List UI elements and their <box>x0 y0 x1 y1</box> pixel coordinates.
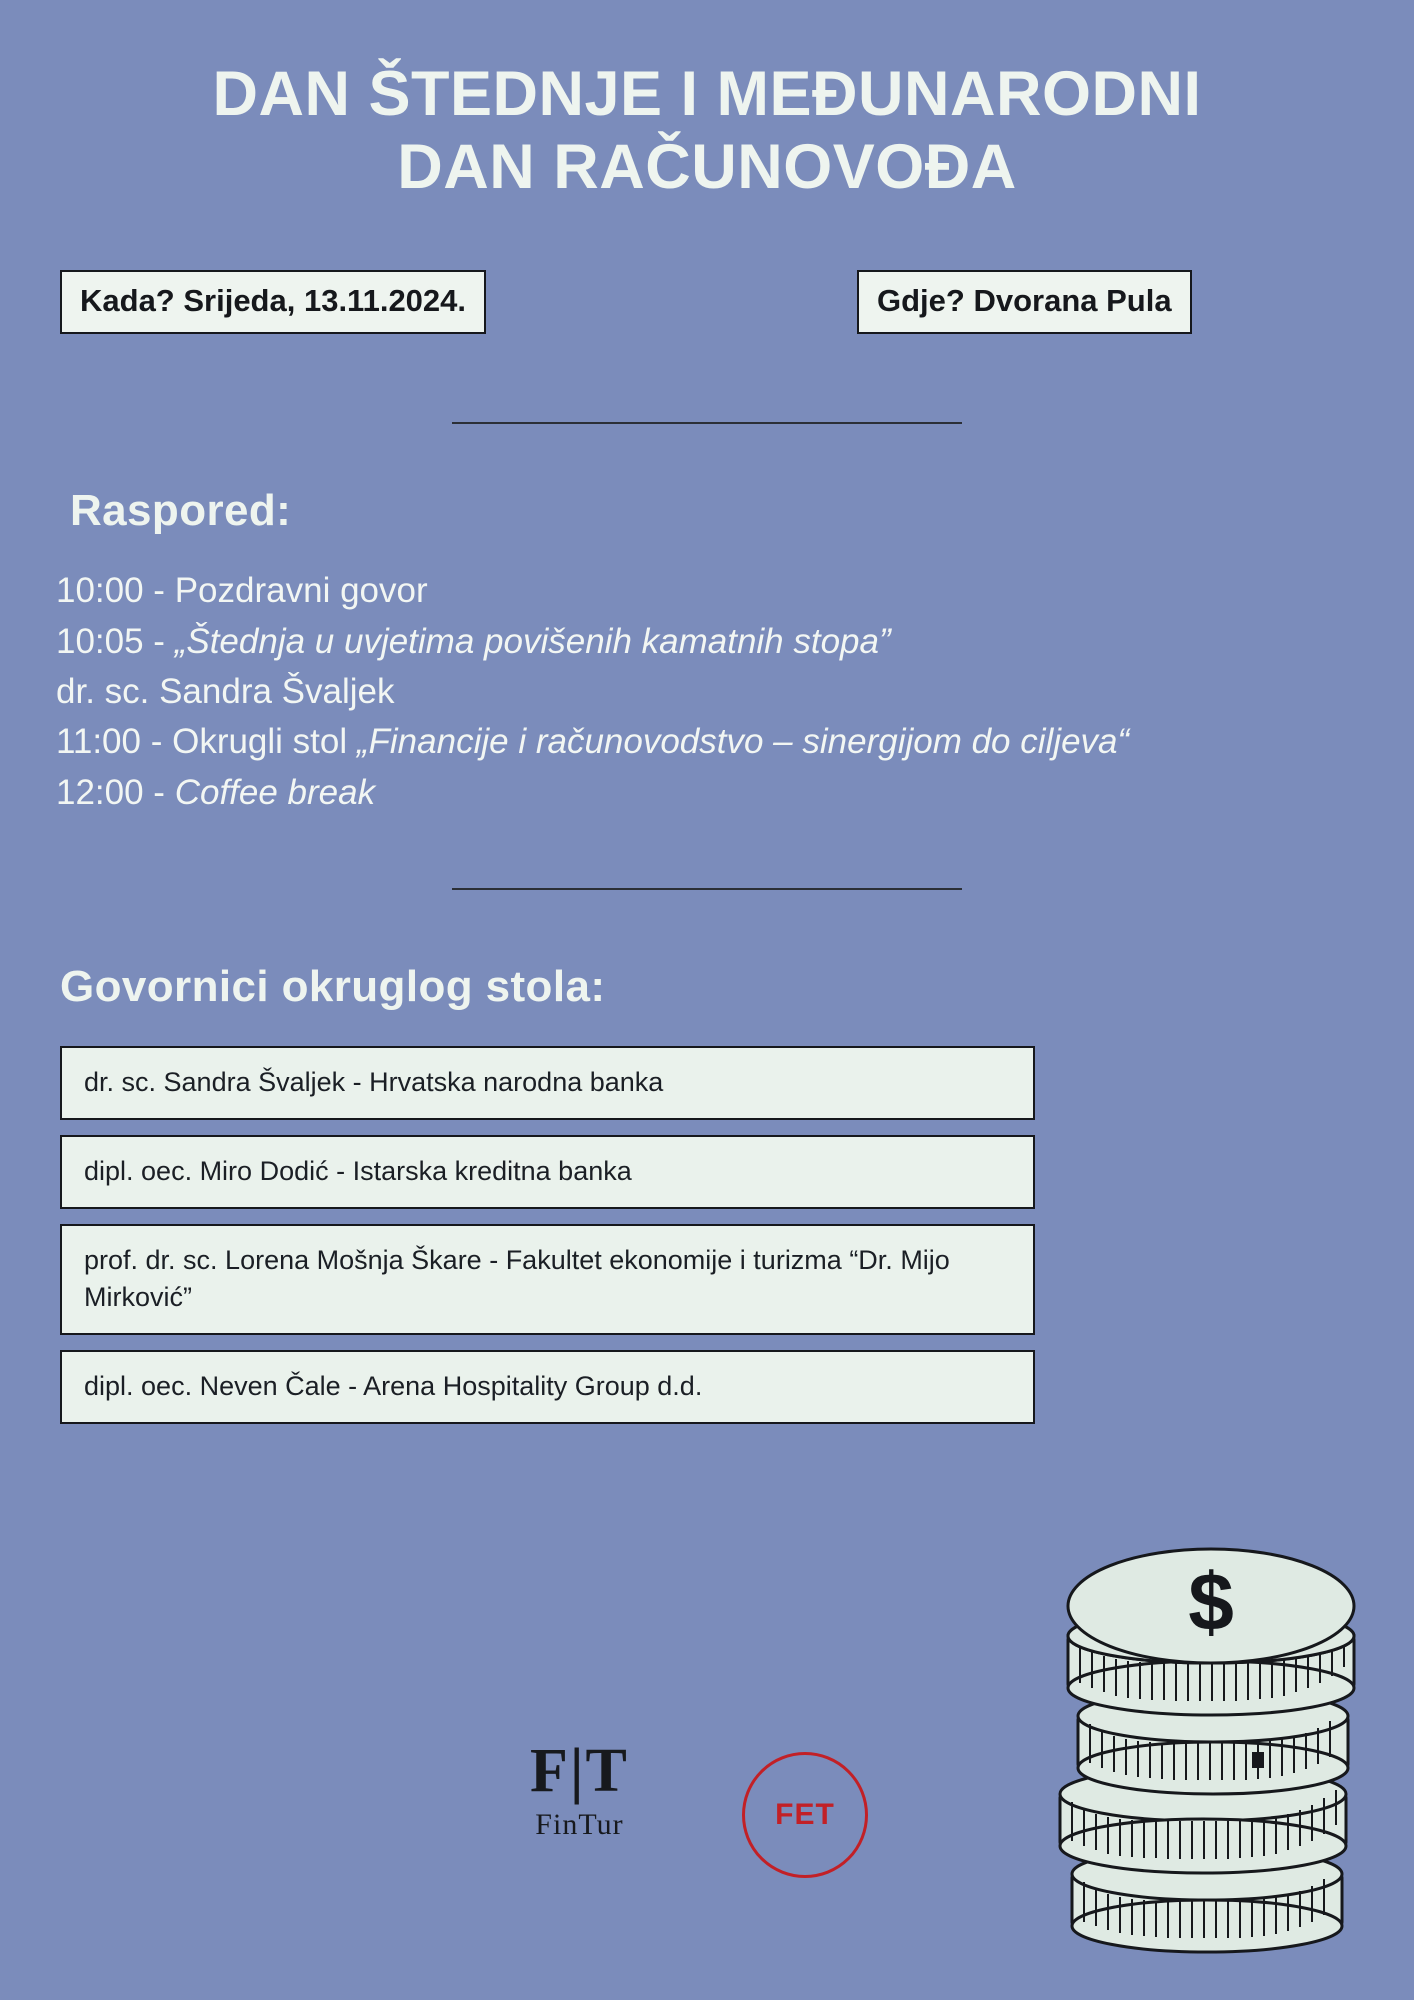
list-item: dipl. oec. Miro Dodić - Istarska kreditna banka <box>60 1135 1035 1209</box>
schedule-text: dr. sc. Sandra Švaljek <box>56 671 395 711</box>
event-date-badge: Kada? Srijeda, 13.11.2024. <box>60 270 486 334</box>
schedule-line <box>56 667 1326 717</box>
schedule-text: „Financije i računovodstvo – sinergijom do ciljeva“ <box>356 722 1130 762</box>
fintur-monogram: F|T <box>530 1737 629 1805</box>
speakers-heading: Govornici okruglog stola: <box>60 962 606 1012</box>
fintur-logo <box>530 1737 629 1842</box>
fintur-wordmark: FinTur <box>535 1808 624 1841</box>
divider-top <box>0 422 1414 424</box>
schedule-list <box>56 566 1326 818</box>
schedule-line <box>56 566 1326 616</box>
schedule-text: Pozdravni govor <box>174 571 428 611</box>
speakers-list <box>60 1046 1035 1424</box>
divider-line <box>452 888 962 890</box>
schedule-time: 10:05 - <box>56 621 175 661</box>
event-info-row <box>0 270 1414 330</box>
fet-label: FET <box>775 1798 835 1831</box>
event-location-badge: Gdje? Dvorana Pula <box>857 270 1192 334</box>
coin-stack-icon <box>1054 1544 1394 1974</box>
list-item: prof. dr. sc. Lorena Mošnja Škare - Fakultet ekonomije i turizma “Dr. Mijo Mirković” <box>60 1224 1035 1334</box>
schedule-time: 10:00 - <box>56 571 175 611</box>
schedule-time: 11:00 - Okrugli stol <box>56 722 357 762</box>
schedule-heading: Raspored: <box>70 486 292 536</box>
page-title <box>0 0 1414 204</box>
list-item: dr. sc. Sandra Švaljek - Hrvatska narodna banka <box>60 1046 1035 1120</box>
title-line-1: DAN ŠTEDNJE I MEĐUNARODNI <box>212 59 1202 129</box>
divider-bottom <box>0 888 1414 890</box>
schedule-text: Coffee break <box>174 772 376 812</box>
coin-stack-illustration <box>1054 1544 1394 1974</box>
schedule-line <box>56 617 1326 667</box>
schedule-time: 12:00 - <box>56 772 175 812</box>
schedule-text: „Štednja u uvjetima povišenih kamatnih stopa” <box>174 621 891 661</box>
title-line-2: DAN RAČUNOVOĐA <box>397 132 1017 203</box>
fet-logo <box>742 1752 868 1878</box>
schedule-line <box>56 768 1326 818</box>
list-item: dipl. oec. Neven Čale - Arena Hospitality Group d.d. <box>60 1350 1035 1424</box>
schedule-line <box>56 717 1326 767</box>
logo-row <box>0 1737 1000 1920</box>
divider-line <box>452 422 962 424</box>
dollar-sign-icon: $ <box>1188 1557 1234 1648</box>
